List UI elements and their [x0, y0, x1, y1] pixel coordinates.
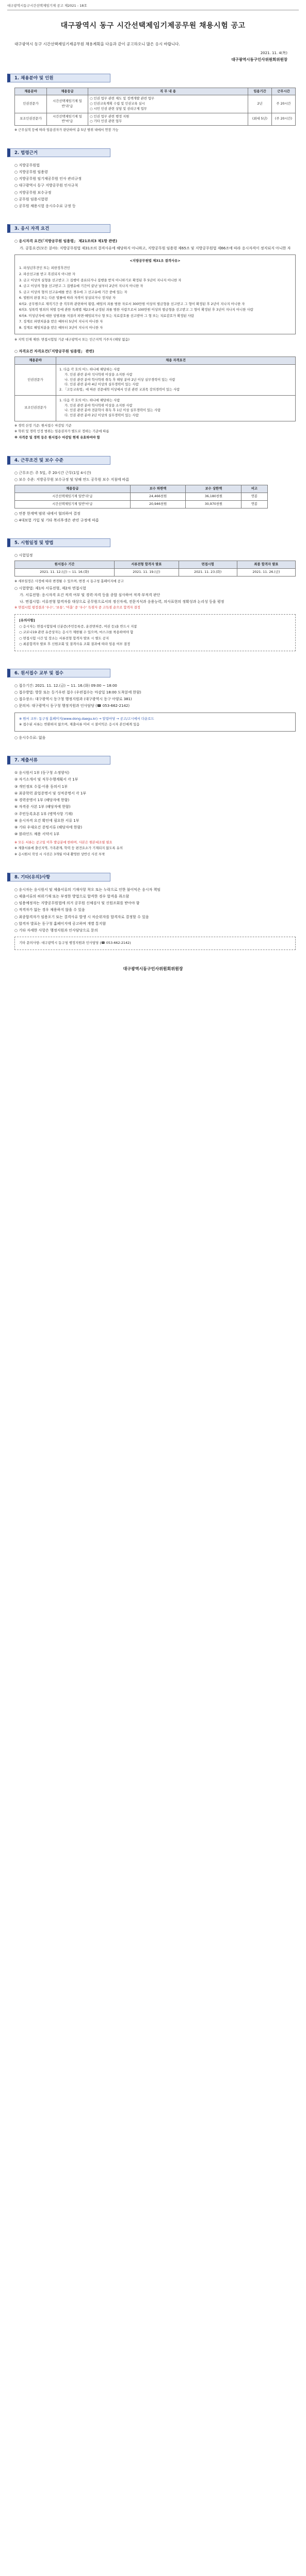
qualification-heading: ○ 응시자격 요건(「지방공무원 임용령」 제21조의3 제1항 관련) [14, 239, 118, 244]
schedule-heading: ○ 시험일정 [14, 553, 33, 558]
qualification-note: ※ 지역 인재 제한: 면접시험일 기준 대구광역시 또는 인근지역 거주자 (해당 없음) [14, 338, 130, 342]
table-cell: 주 20시간 [272, 95, 296, 113]
criteria-item: 6의4. 미성년자에 대한 성범죄를 저질러 파면·해임되거나 형 또는 치료감호를 선고받아 그 형 또는 치료감호가 확정된 사람 [19, 313, 194, 318]
caution-item: ○ 코로나19 관련 유증상자는 응시가 제한될 수 있으며, 마스크를 착용하여야 함 [19, 630, 134, 635]
criteria-item: 5. 금고 이상의 형의 선고유예를 받은 경우에 그 선고유예 기간 중에 있는 자 [19, 290, 127, 294]
document-item: ④ 최종학력 졸업증명서 및 성적증명서 각 1부 [14, 791, 87, 795]
table-header: 보수 상한액 [186, 485, 241, 493]
criteria-item: 6. 법원의 판결 또는 다른 법률에 따라 자격이 상실되거나 정지된 자 [19, 296, 116, 300]
document-number: 대구광역시동구시간선택제임기제 공고 제2021 - 18호 [7, 3, 299, 10]
schedule-section [7, 552, 299, 651]
requirement-table [14, 357, 296, 421]
document-item: ② 자기소개서 및 직무수행계획서 각 1부 [14, 777, 78, 782]
requirement-note: ※ 경력 산정 기준: 원서접수 마감일 기준 [14, 423, 72, 428]
table-cell: 1. 다음 각 호의 어느 하나에 해당하는 사람 가. 인권 관련 분야 석사학위 이상을 소지한 사람 나. 인권 관련 분야 학사학위 취득 후 해당 분야 2년 이상 실무경력이 있는 사람 다. 인권 관련 분야 4년 이상의 실무경력이 있는 사람 2. 「고등교육법」에 따른 전문대학 이상에서 인권 관련 교과목 강의경력이 있는 사람 [56, 365, 296, 396]
criteria-item: 6의3. 성폭력 범죄의 처벌 등에 관한 특례법 제2조에 규정된 죄를 범한 사람으로서 100만원 이상의 벌금형을 선고받고 그 형이 확정된 후 3년이 지나지 아니한 사람 [19, 308, 253, 312]
law-item: ○ 공무원 임용시험령 [14, 197, 48, 201]
section-heading-application: 6. 원서접수 교부 및 접수 [7, 669, 110, 677]
table-header: 채용 자격요건 [56, 357, 296, 365]
table-cell: ○ 인권 업무 관련 행정 지원 ○ 기타 인권 관련 업무 [88, 113, 248, 126]
document-item: ① 응시원서 1부 (동구청 소정양식) [14, 771, 70, 775]
table-header: 직 무 내 용 [88, 88, 248, 95]
table-cell: 2021. 11. 19.(금) [114, 569, 179, 577]
table-cell: 2021. 11. 23.(화) [179, 569, 237, 577]
conditions-text: ○ 보수 수준: 지방공무원 보수규정 및 당해 연도 공무원 보수 지침에 따름 [14, 478, 130, 482]
caution-item: ○ 최종합격자 발표 후 신원조회 및 결격사유 조회 결과에 따라 임용 여부 결정 [19, 642, 131, 647]
table-cell: 보조인권전문가 [15, 113, 47, 126]
table-row [15, 493, 268, 501]
section-heading-documents: 7. 제출서류 [7, 756, 110, 765]
application-item: ○ 접수방법: 방문 또는 등기우편 접수 (우편접수는 마감일 18:00 도착분에 한함) [14, 690, 141, 694]
qualification-section [7, 238, 299, 440]
document-item: ⑧ 응시자격 요건 확인에 필요한 서류 1부 [14, 818, 79, 823]
conditions-section [7, 470, 299, 523]
table-row [15, 395, 296, 421]
requirement-note: ※ 학위 및 경력 인정 범위는 임용권자가 별도로 정하는 기준에 따름 [14, 430, 109, 434]
table-row [15, 113, 296, 126]
table-cell: 인권전문가 [15, 95, 47, 113]
disqualification-box [14, 255, 296, 334]
caution-item: ○ 면접시험 시간 및 장소는 서류전형 합격자 발표 시 별도 공지 [19, 636, 109, 640]
section-heading-notes: 8. 기타(유의)사항 [7, 873, 110, 882]
application-fee: ○ 응시수수료: 없음 [14, 735, 46, 740]
table-cell: (주 20시간) [272, 113, 296, 126]
law-item: ○ 대구광역시 동구 지방공무원 인사규칙 [14, 183, 78, 188]
schedule-caution-box [14, 614, 296, 651]
document-note: ※ 모든 서류는 공고일 이후 발급분에 한하며, 사본은 원본대조필 필요 [14, 840, 112, 844]
application-info-box [14, 713, 296, 732]
table-cell: 20,946천원 [130, 500, 186, 508]
recruit-table [14, 88, 296, 126]
table-cell: 시간선택제임기제 일반'라'급 [47, 95, 88, 113]
document-item: ⑦ 주민등록초본 1부 (병역사항 기재) [14, 811, 73, 816]
info-item: ※ 접수된 서류는 반환하지 않으며, 제출서류 미비 시 불이익은 응시자 본인에게 있음 [19, 722, 140, 727]
contact-text: 기타 문의사항: 대구광역시 동구청 행정지원과 인사담당 (☎ 053-662-2142) [19, 941, 131, 945]
box-title: <지방공무원법 제31조 결격사유> [130, 258, 181, 263]
table-cell: 보조인권전문가 [15, 395, 56, 421]
table-header: 채용등급 [47, 88, 88, 95]
notes-item: ○ 임용예정자는 지방공무원법에 의거 공무원 신체검사 및 신원조회를 받아야 함 [14, 901, 140, 906]
caution-item: ○ 응시자는 면접시험일에 신분증(주민등록증, 운전면허증, 여권 등)을 반드시 지참 [19, 624, 137, 629]
table-cell: 2년 [248, 95, 272, 113]
criteria-item: 8. 징계로 해임처분을 받은 때부터 3년이 지나지 아니한 자 [19, 325, 103, 330]
table-header: 채용등급 [15, 485, 131, 493]
requirement-table-title: ○ 자격요건 자격요건(「지방공무원 임용령」 관련) [14, 349, 94, 354]
table-cell: ○ 인권 업무 관련 제도 및 정책개발 관련 업무 ○ 인권교육계획 수립 및 인권교육 실시 ○ 시민 인권 관련 상담 및 권리구제 업무 [88, 95, 248, 113]
document-note: ※ 제출서류에 출신지역, 가족관계, 학력 등 편견요소가 기재되지 않도록 유의 [14, 846, 123, 851]
conditions-note: ○ 4대보험 가입 및 기타 복리후생은 관련 규정에 따름 [14, 518, 99, 522]
documents-section [7, 770, 299, 858]
table-cell: 인권전문가 [15, 365, 56, 396]
table-header: 면접시험 [179, 561, 237, 569]
schedule-note: 가. 서류전형: 응시자격 요건 적격 여부 및 경력·자격 등을 종합 심사하여 적격·부적격 판단 [20, 592, 160, 597]
criteria-item: 4. 금고 이상의 형을 선고받고 그 집행유예 기간이 끝난 날부터 2년이 지나지 아니한 자 [19, 284, 143, 289]
schedule-note: 나. 면접시험: 서류전형 합격자를 대상으로 공무원으로서의 정신자세, 전문지식과 응용능력, 의사표현의 정확성과 논리성 등을 평정 [20, 600, 224, 604]
section-heading-conditions: 4. 근무조건 및 보수 수준 [7, 456, 110, 465]
table-header: 보수 하한액 [130, 485, 186, 493]
notes-item: ○ 제출서류의 허위기재 또는 부정한 방법으로 합격한 경우 합격을 취소함 [14, 894, 130, 899]
document-note: ※ 응시원서 작성 시 사진은 3개월 이내 촬영한 상반신 사진 부착 [14, 852, 105, 856]
law-item: ○ 지방공무원 보수규정 [14, 190, 52, 195]
section-heading-recruit: 1. 채용분야 및 인원 [7, 74, 110, 82]
table-header: 원서접수 기간 [15, 561, 115, 569]
document-item: ⑨ 기타 우대요건 증빙서류 (해당자에 한함) [14, 825, 83, 830]
document-item: ⑩ 블라인드 채용 서약서 1부 [14, 832, 60, 837]
table-header: 임용기간 [248, 88, 272, 95]
closing-signature: 대구광역시동구인사위원회위원장 [123, 966, 183, 971]
table-cell: 시간선택제임기제 일반'라'급 [15, 493, 131, 501]
table-row [15, 95, 296, 113]
schedule-note: ○ 시험방법: 제1차 서류전형, 제2차 면접시험 [14, 586, 86, 590]
schedule-note: ※ 세부일정은 사정에 따라 변경될 수 있으며, 변경 시 동구청 홈페이지에 공고 [14, 579, 124, 583]
section-heading-schedule: 5. 시험일정 및 방법 [7, 538, 110, 547]
application-section [7, 683, 299, 741]
table-cell: 24,466천원 [130, 493, 186, 501]
announcement-date: 2021. 11. 4(목) [260, 51, 287, 56]
table-cell: 2021. 11. 26.(금) [237, 569, 295, 577]
document-item: ③ 개인정보 수집·이용 동의서 1부 [14, 784, 68, 789]
info-item: ※ 원서 교부: 동구청 홈페이지(www.dong.daegu.kr) → 알림마당 → 공고/고시에서 다운로드 [19, 716, 154, 721]
section-heading-qualification: 3. 응시 자격 요건 [7, 224, 110, 233]
table-cell: 2021. 11. 12.(금) ~ 11. 16.(화) [15, 569, 115, 577]
notes-item: ○ 합격자 발표는 동구청 홈페이지에 공고하며 개별 통지함 [14, 921, 106, 926]
notes-item: ○ 기타 자세한 사항은 행정지원과 인사담당으로 문의 [14, 928, 98, 933]
table-row [15, 569, 296, 577]
table-cell: 36,180천원 [186, 493, 241, 501]
requirement-note: ※ 자격증 및 경력 등은 원서접수 마감일 현재 유효하여야 함 [14, 436, 100, 440]
criteria-item: 3. 금고 이상의 실형을 선고받고 그 집행이 종료되거나 집행을 받지 아니하기로 확정된 후 5년이 지나지 아니한 자 [19, 278, 182, 282]
law-item: ○ 공무원 채용시험 응시수수료 규정 등 [14, 204, 76, 209]
box-title: [유의사항] [19, 618, 35, 623]
table-cell: 연봉 [241, 493, 267, 501]
page-title: 대구광역시 동구 시간선택제임기제공무원 채용시험 공고 [60, 22, 246, 30]
table-cell: 시간선택제임기제 일반'마'급 [47, 113, 88, 126]
application-item: ○ 접수장소: 대구광역시 동구청 행정지원과 (대구광역시 동구 아양로 381) [14, 697, 132, 702]
notes-item: ○ 최종합격자가 임용포기 또는 결격사유 발생 시 차순위자를 합격자로 결정할 수 있음 [14, 914, 149, 919]
criteria-item: 7. 징계로 파면처분을 받은 때부터 5년이 지나지 아니한 자 [19, 319, 103, 324]
issuer: 대구광역시동구인사위원회위원장 [231, 57, 287, 62]
table-row [15, 500, 268, 508]
law-item: ○ 지방공무원 임용령 [14, 170, 48, 174]
table-header: 최종 합격자 발표 [237, 561, 295, 569]
schedule-table [14, 561, 296, 577]
criteria-item: 6의2. 공무원으로 재직기간 중 직무와 관련하여 횡령, 배임의 죄를 범한 자로서 300만원 이상의 벌금형을 선고받고 그 형이 확정된 후 2년이 지나지 아니한 자 [19, 301, 245, 306]
contact-box [14, 937, 296, 950]
table-header: 채용분야 [15, 88, 47, 95]
document-item: ⑥ 자격증 사본 1부 (해당자에 한함) [14, 805, 71, 809]
table-cell: 30,970천원 [186, 500, 241, 508]
intro-text: 대구광역시 동구 시간선택제임기제공무원 채용계획을 다음과 같이 공고하오니 많은 응시 바랍니다. [14, 41, 180, 46]
application-item: ○ 접수기간: 2021. 11. 12.(금) ~ 11. 16.(화) 09:00 ~ 18:00 [14, 683, 117, 688]
table-row [15, 365, 296, 396]
pay-table [14, 485, 268, 508]
table-header: 비고 [241, 485, 267, 493]
qualification-text: 가. 공통요건(모든 분야): 지방공무원법 제31조의 결격사유에 해당하지 아니하고, 지방공무원 임용령 제65조 및 지방공무원법 제66조에 따라 응시자격이 정지되지 아니한 자 [20, 246, 291, 250]
table-cell: (최대 5년) [248, 113, 272, 126]
document-item: ⑤ 경력증명서 1부 (해당자에 한함) [14, 798, 70, 803]
law-item: ○ 지방공무원 임기제공무원 인사 관리규정 [14, 177, 82, 181]
table-cell: 시간선택제임기제 일반'마'급 [15, 500, 131, 508]
notes-item: ○ 적격자가 없는 경우 채용하지 않을 수 있음 [14, 908, 85, 912]
conditions-text: ○ 근무조건: 주 5일, 주 20시간 근무(1일 4시간) [14, 470, 91, 475]
application-item: ○ 문의처: 대구광역시 동구청 행정지원과 인사담당 (☎ 053-662-2142) [14, 704, 130, 708]
recruit-section [7, 88, 299, 133]
table-cell: 연봉 [241, 500, 267, 508]
table-header: 서류전형 합격자 발표 [114, 561, 179, 569]
table-header: 근무시간 [272, 88, 296, 95]
notes-item: ○ 응시자는 응시원서 및 제출서류의 기재사항 착오 또는 누락으로 인한 불이익은 응시자 책임 [14, 887, 161, 892]
criteria-item: 2. 파산선고를 받고 복권되지 아니한 자 [19, 272, 75, 277]
criteria-item: 1. 피성년후견인 또는 피한정후견인 [19, 266, 70, 270]
conditions-note: ○ 연봉 한계액 범위 내에서 협의하여 결정 [14, 511, 80, 516]
recruit-note: ※ 근무실적 등에 따라 임용권자가 판단하여 총 5년 범위 내에서 연장 가능 [14, 128, 119, 132]
notes-section [7, 887, 299, 950]
table-header: 채용분야 [15, 357, 56, 365]
table-cell: 1. 다음 각 호의 어느 하나에 해당하는 사람 가. 인권 관련 분야 학사학위 이상을 소지한 사람 나. 인권 관련 분야 전문학사 취득 후 1년 이상 실무경력이 있는 사람 다. 인권 관련 분야 2년 이상의 실무경력이 있는 사람 [56, 395, 296, 421]
section-heading-law: 2. 법령근거 [7, 148, 110, 157]
law-section [7, 162, 299, 210]
law-item: ○ 지방공무원법 [14, 163, 40, 167]
schedule-note: ※ 면접시험 평정결과 '우수', '보통', '미흡' 중 '우수' 득점자 중 고득점 순으로 합격자 결정 [14, 606, 140, 610]
